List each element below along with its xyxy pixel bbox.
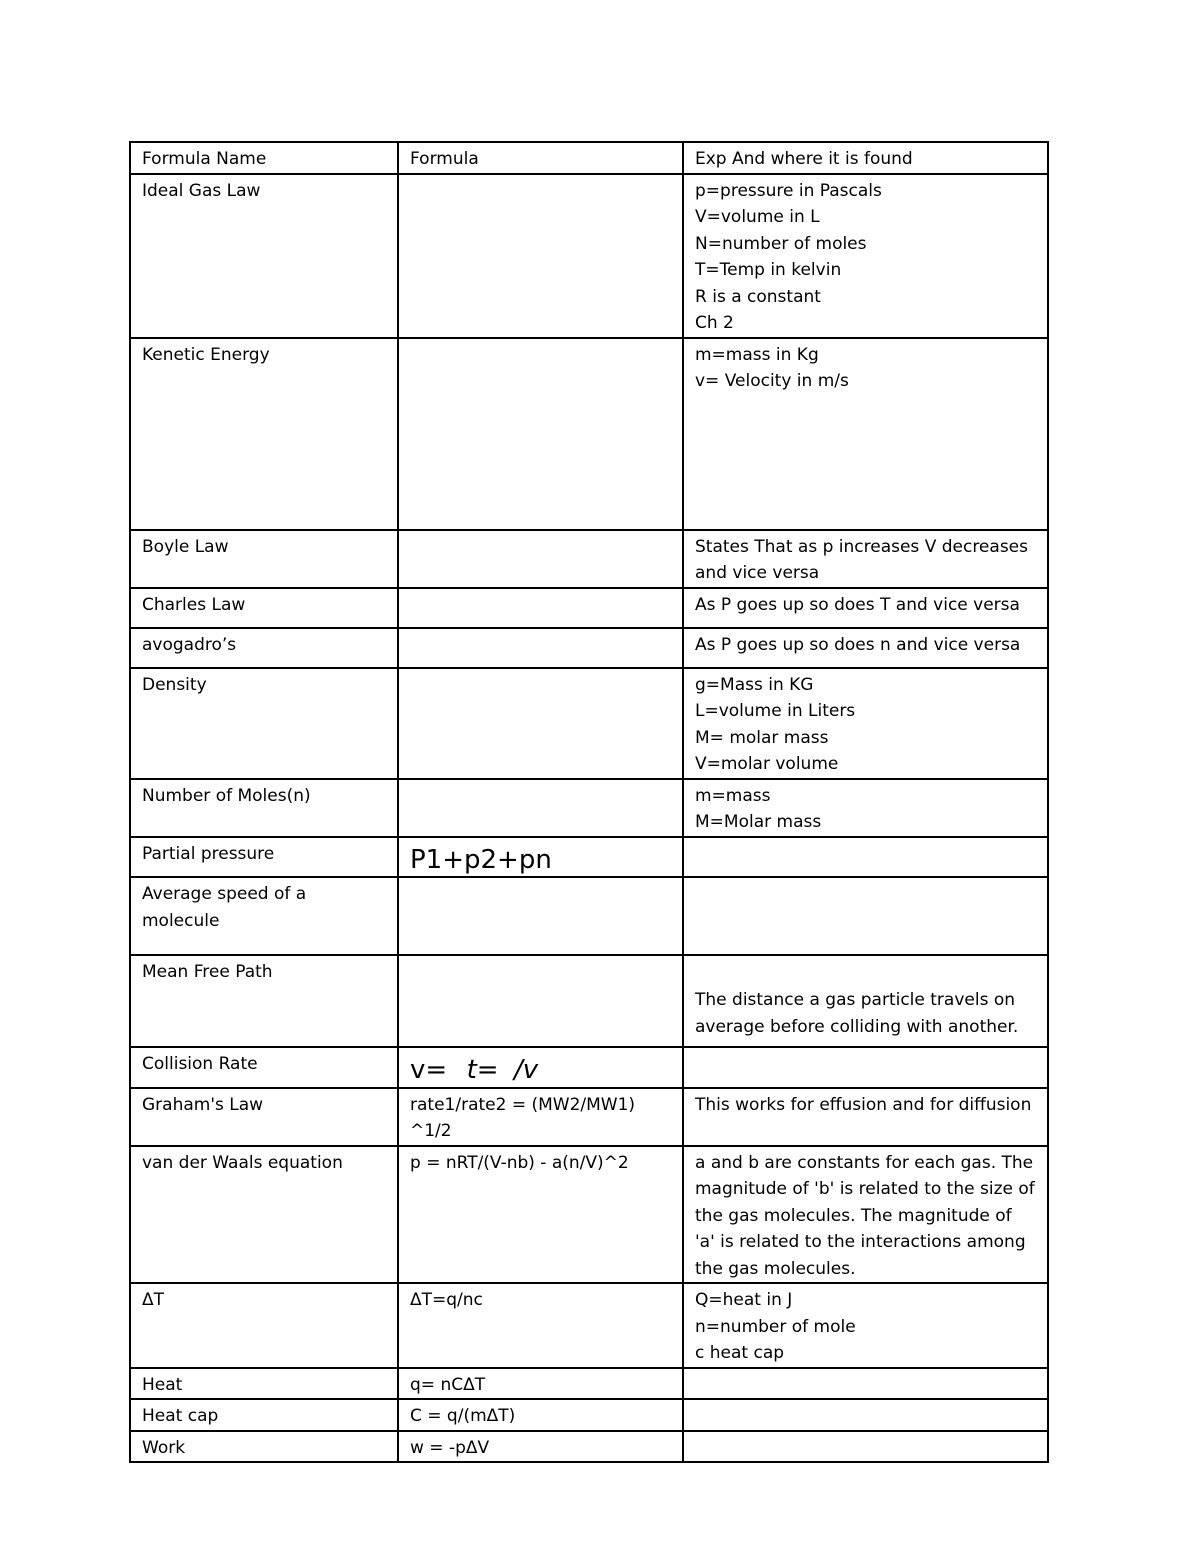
header-cell-exp: Exp And where it is found <box>683 142 1048 174</box>
formula-cell <box>398 338 683 530</box>
exp-line: R is a constant <box>695 286 821 307</box>
exp-line: The distance a gas particle travels on average before colliding with another. <box>695 990 1019 1037</box>
spacer <box>695 959 1036 969</box>
exp-line: c heat cap <box>695 1343 785 1363</box>
exp-cell: This works for effusion and for diffusion <box>683 1088 1048 1146</box>
exp-line: v= Velocity in m/s <box>695 371 849 391</box>
formula-cell <box>398 1047 683 1088</box>
formula-name-cell: Partial pressure <box>130 837 398 878</box>
exp-cell: As P goes up so does T and vice versa <box>683 588 1048 628</box>
formula-table <box>129 141 1049 1463</box>
formula-name-cell: Collision Rate <box>130 1047 398 1088</box>
formula-cell: rate1/rate2 = (MW2/MW1) ^1/2 <box>398 1088 683 1146</box>
formula-name-cell: Charles Law <box>130 588 398 628</box>
exp-cell <box>683 1431 1048 1463</box>
formula-name-cell: Number of Moles(n) <box>130 779 398 837</box>
table-row <box>130 877 1048 955</box>
formula-name-cell: Boyle Law <box>130 530 398 588</box>
formula-cell <box>398 628 683 668</box>
formula-part: v= <box>410 1055 448 1085</box>
formula-cell: C = q/(mΔT) <box>398 1399 683 1431</box>
formula-name-cell: Density <box>130 668 398 779</box>
exp-cell <box>683 1283 1048 1368</box>
exp-cell <box>683 668 1048 779</box>
table-row <box>130 588 1048 628</box>
exp-cell <box>683 1047 1048 1088</box>
formula-cell <box>398 174 683 338</box>
formula-cell <box>398 779 683 837</box>
formula-cell: p = nRT/(V-nb) - a(n/V)^2 <box>398 1146 683 1284</box>
exp-line: M= molar mass <box>695 727 829 748</box>
exp-cell <box>683 955 1048 1047</box>
table-row <box>130 1088 1048 1146</box>
exp-cell: States That as p increases V decreases and vice versa <box>683 530 1048 588</box>
formula-cell <box>398 877 683 955</box>
table-row <box>130 1146 1048 1284</box>
exp-cell <box>683 877 1048 955</box>
table-row <box>130 628 1048 668</box>
exp-line: n=number of mole <box>695 1316 856 1337</box>
formula-name-cell: ΔT <box>130 1283 398 1368</box>
exp-cell <box>683 174 1048 338</box>
table-row <box>130 668 1048 779</box>
formula-cell: q= nCΔT <box>398 1368 683 1400</box>
exp-line: N=number of moles <box>695 233 867 254</box>
table-row <box>130 955 1048 1047</box>
exp-cell <box>683 779 1048 837</box>
formula-cell <box>398 530 683 588</box>
formula-name-cell: Graham's Law <box>130 1088 398 1146</box>
formula-name-cell: Ideal Gas Law <box>130 174 398 338</box>
exp-cell <box>683 1368 1048 1400</box>
exp-line: M=Molar mass <box>695 812 822 832</box>
formula-name-cell: van der Waals equation <box>130 1146 398 1284</box>
table-row <box>130 1368 1048 1400</box>
formula-name-cell: Heat <box>130 1368 398 1400</box>
formula-part: /v <box>513 1055 539 1085</box>
table-row <box>130 338 1048 530</box>
table-row <box>130 1399 1048 1431</box>
formula-name-cell: Average speed of a molecule <box>130 877 398 955</box>
formula-cell: ΔT=q/nc <box>398 1283 683 1368</box>
exp-line: V=volume in L <box>695 207 820 227</box>
exp-line: T=Temp in kelvin <box>695 260 842 280</box>
exp-cell <box>683 837 1048 878</box>
formula-part: t= <box>466 1055 499 1085</box>
exp-cell <box>683 338 1048 530</box>
formula-cell <box>398 588 683 628</box>
formula-name-cell: Work <box>130 1431 398 1463</box>
table-row <box>130 837 1048 878</box>
formula-name-cell: avogadro’s <box>130 628 398 668</box>
formula-cell <box>398 668 683 779</box>
table-row <box>130 779 1048 837</box>
table-row <box>130 1047 1048 1088</box>
table-row <box>130 530 1048 588</box>
exp-line: m=mass <box>695 785 771 806</box>
exp-cell: a and b are constants for each gas. The magnitude of 'b' is related to the size of the gas molecules. The magnitude of 'a' is related to the interactions among the gas molecules. <box>683 1146 1048 1284</box>
header-row <box>130 142 1048 174</box>
exp-line: m=mass in Kg <box>695 344 819 365</box>
formula-name-cell: Mean Free Path <box>130 955 398 1047</box>
table-row <box>130 174 1048 338</box>
exp-cell: As P goes up so does n and vice versa <box>683 628 1048 668</box>
exp-line: g=Mass in KG <box>695 674 814 695</box>
formula-name-cell: Heat cap <box>130 1399 398 1431</box>
exp-line: p=pressure in Pascals <box>695 180 882 201</box>
formula-cell <box>398 955 683 1047</box>
formula-cell: w = -pΔV <box>398 1431 683 1463</box>
exp-line: V=molar volume <box>695 754 839 774</box>
header-cell-formula: Formula <box>398 142 683 174</box>
table-row <box>130 1431 1048 1463</box>
exp-cell <box>683 1399 1048 1431</box>
formula-text: P1+p2+pn <box>410 844 552 875</box>
exp-line: L=volume in Liters <box>695 701 856 721</box>
exp-line: Q=heat in J <box>695 1290 793 1310</box>
exp-line: Ch 2 <box>695 313 734 333</box>
formula-cell <box>398 837 683 878</box>
header-cell-formula-name: Formula Name <box>130 142 398 174</box>
table-row <box>130 1283 1048 1368</box>
formula-name-cell: Kenetic Energy <box>130 338 398 530</box>
